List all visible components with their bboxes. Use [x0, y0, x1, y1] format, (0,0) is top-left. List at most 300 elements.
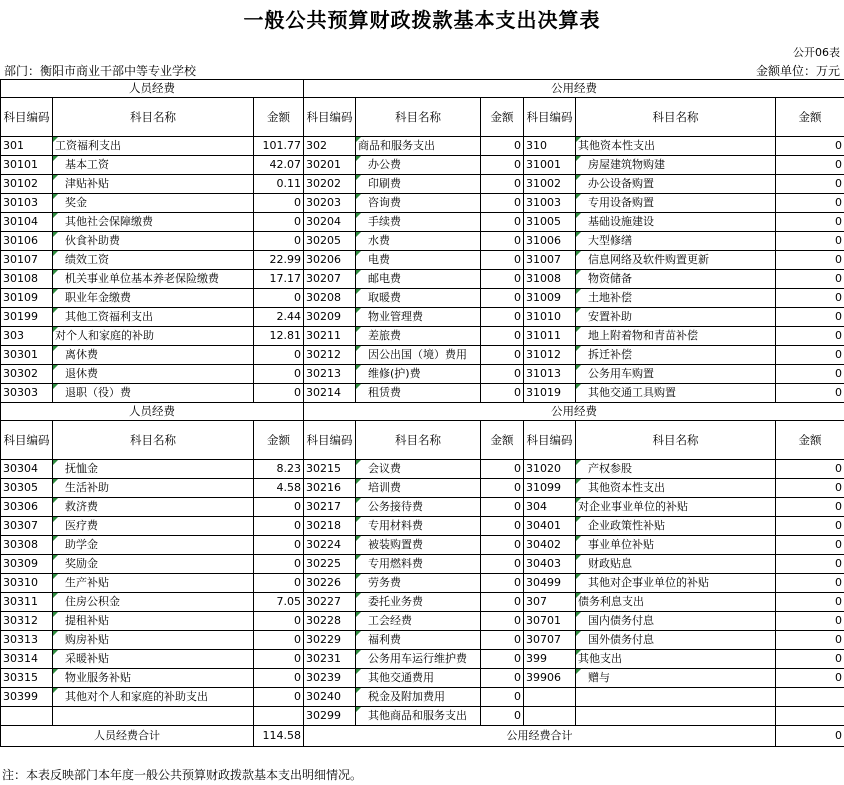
- item-amount: 0: [481, 194, 524, 213]
- item-name: 取暖费: [356, 289, 481, 308]
- table-row: [1, 384, 844, 403]
- item-amount: 0: [776, 669, 844, 688]
- item-name: 其他商品和服务支出: [356, 707, 481, 726]
- item-code: 303: [1, 327, 53, 346]
- item-amount: 0: [776, 384, 844, 403]
- department-label: 部门：衡阳市商业干部中等专业学校: [4, 64, 197, 78]
- item-code: 30106: [1, 232, 53, 251]
- item-amount: 0: [254, 498, 304, 517]
- item-name: 抚恤金: [53, 460, 254, 479]
- item-amount: 0: [254, 536, 304, 555]
- item-name: 拆迁补偿: [576, 346, 776, 365]
- item-amount: 0: [776, 156, 844, 175]
- item-code: 31008: [524, 270, 576, 289]
- item-name: 其他交通费用: [356, 669, 481, 688]
- item-amount: 4.58: [254, 479, 304, 498]
- page-title: 一般公共预算财政拨款基本支出决算表: [243, 8, 601, 32]
- personnel-total-value: 114.58: [254, 726, 304, 747]
- item-amount: 0: [481, 498, 524, 517]
- item-amount: 0: [776, 270, 844, 289]
- item-amount: 0: [254, 631, 304, 650]
- item-amount: 17.17: [254, 270, 304, 289]
- item-code: 30499: [524, 574, 576, 593]
- item-amount: 0: [776, 308, 844, 327]
- item-amount: 0: [776, 327, 844, 346]
- table-row: [1, 194, 844, 213]
- item-amount: 0: [481, 232, 524, 251]
- item-amount: 0: [254, 574, 304, 593]
- item-amount: 0: [481, 213, 524, 232]
- item-name: 邮电费: [356, 270, 481, 289]
- header-amount: 金额: [254, 98, 304, 137]
- item-name: 工资福利支出: [53, 137, 254, 156]
- item-amount: 0: [481, 137, 524, 156]
- header-code: 科目编码: [1, 421, 53, 460]
- section-public: 公用经费: [304, 403, 844, 421]
- item-name: 会议费: [356, 460, 481, 479]
- item-amount: 0: [776, 232, 844, 251]
- item-code: 30314: [1, 650, 53, 669]
- table-row: [1, 669, 844, 688]
- table-row: [1, 536, 844, 555]
- item-name: 奖励金: [53, 555, 254, 574]
- section-public: 公用经费: [304, 80, 844, 98]
- item-amount: 0: [776, 175, 844, 194]
- item-name: 事业单位补贴: [576, 536, 776, 555]
- item-code: 30307: [1, 517, 53, 536]
- header-amount: 金额: [776, 421, 844, 460]
- header-name: 科目名称: [356, 98, 481, 137]
- item-code: 307: [524, 593, 576, 612]
- item-amount: 8.23: [254, 460, 304, 479]
- item-code: 30205: [304, 232, 356, 251]
- item-name: 被装购置费: [356, 536, 481, 555]
- table-row: [1, 593, 844, 612]
- table-row: [1, 555, 844, 574]
- item-name: 税金及附加费用: [356, 688, 481, 707]
- item-name: 企业政策性补贴: [576, 517, 776, 536]
- item-code: 30313: [1, 631, 53, 650]
- header-name: 科目名称: [53, 421, 254, 460]
- section-personnel: 人员经费: [1, 403, 304, 421]
- item-amount: 0: [481, 156, 524, 175]
- item-name: 国内债务付息: [576, 612, 776, 631]
- item-code: 30213: [304, 365, 356, 384]
- item-code: 30102: [1, 175, 53, 194]
- item-code: 31005: [524, 213, 576, 232]
- table-row: [1, 156, 844, 175]
- item-amount: 0: [481, 175, 524, 194]
- item-amount: 0: [481, 365, 524, 384]
- item-amount: 0: [481, 270, 524, 289]
- item-name: 其他社会保障缴费: [53, 213, 254, 232]
- item-code: 30226: [304, 574, 356, 593]
- table-row: [1, 137, 844, 156]
- item-amount: [254, 707, 304, 726]
- item-amount: 0: [776, 194, 844, 213]
- item-amount: 0: [481, 289, 524, 308]
- item-name: 其他支出: [576, 650, 776, 669]
- item-code: 30304: [1, 460, 53, 479]
- item-amount: 0: [254, 688, 304, 707]
- item-amount: 12.81: [254, 327, 304, 346]
- item-code: 30202: [304, 175, 356, 194]
- item-amount: 101.77: [254, 137, 304, 156]
- item-code: 30399: [1, 688, 53, 707]
- item-amount: 0: [481, 593, 524, 612]
- item-name: 产权参股: [576, 460, 776, 479]
- header-amount: 金额: [254, 421, 304, 460]
- amount-unit-label: 金额单位：万元: [755, 64, 840, 78]
- table-row: [1, 460, 844, 479]
- item-name: 奖金: [53, 194, 254, 213]
- item-amount: 0: [776, 251, 844, 270]
- column-header-row: [1, 98, 844, 137]
- table-row: [1, 479, 844, 498]
- item-amount: 0: [481, 574, 524, 593]
- item-code: 30212: [304, 346, 356, 365]
- item-code: 30208: [304, 289, 356, 308]
- item-name: 财政贴息: [576, 555, 776, 574]
- item-amount: 0: [481, 650, 524, 669]
- item-amount: 0: [776, 612, 844, 631]
- item-name: 物资储备: [576, 270, 776, 289]
- item-code: 301: [1, 137, 53, 156]
- item-code: 399: [524, 650, 576, 669]
- item-code: 30303: [1, 384, 53, 403]
- header-name: 科目名称: [53, 98, 254, 137]
- item-amount: 0: [481, 384, 524, 403]
- item-code: 31012: [524, 346, 576, 365]
- table-row: [1, 270, 844, 289]
- item-code: 31099: [524, 479, 576, 498]
- item-code: 30310: [1, 574, 53, 593]
- item-name: 对个人和家庭的补助: [53, 327, 254, 346]
- item-name: 印刷费: [356, 175, 481, 194]
- item-code: 30311: [1, 593, 53, 612]
- table-row: [1, 232, 844, 251]
- header-code: 科目编码: [524, 421, 576, 460]
- header-amount: 金额: [481, 98, 524, 137]
- item-name: 地上附着物和青苗补偿: [576, 327, 776, 346]
- item-name: 其他对个人和家庭的补助支出: [53, 688, 254, 707]
- item-name: 对企业事业单位的补贴: [576, 498, 776, 517]
- item-code: 30227: [304, 593, 356, 612]
- item-name: [576, 707, 776, 726]
- item-name: 大型修缮: [576, 232, 776, 251]
- item-name: 土地补偿: [576, 289, 776, 308]
- item-name: 维修(护)费: [356, 365, 481, 384]
- item-code: 30228: [304, 612, 356, 631]
- totals-row: [1, 726, 844, 747]
- table-row: [1, 688, 844, 707]
- item-amount: 0: [776, 650, 844, 669]
- table-row: [1, 308, 844, 327]
- item-amount: 0: [776, 593, 844, 612]
- item-amount: 0: [776, 479, 844, 498]
- item-code: 31001: [524, 156, 576, 175]
- item-amount: 0: [776, 460, 844, 479]
- table-row: [1, 365, 844, 384]
- item-name: 公务用车购置: [576, 365, 776, 384]
- header-amount: 金额: [481, 421, 524, 460]
- item-name: 离休费: [53, 346, 254, 365]
- item-amount: 0: [481, 346, 524, 365]
- item-amount: 0.11: [254, 175, 304, 194]
- table-row: [1, 289, 844, 308]
- section-header-row: [1, 403, 844, 421]
- item-amount: 0: [254, 346, 304, 365]
- column-header-row: [1, 421, 844, 460]
- header-code: 科目编码: [304, 98, 356, 137]
- item-code: 30107: [1, 251, 53, 270]
- item-code: 30215: [304, 460, 356, 479]
- item-code: 31011: [524, 327, 576, 346]
- item-name: 退职（役）费: [53, 384, 254, 403]
- item-name: 公务接待费: [356, 498, 481, 517]
- item-code: 30302: [1, 365, 53, 384]
- section-personnel: 人员经费: [1, 80, 304, 98]
- item-code: 31009: [524, 289, 576, 308]
- item-amount: 0: [776, 365, 844, 384]
- item-amount: 0: [776, 289, 844, 308]
- item-amount: 22.99: [254, 251, 304, 270]
- item-name: 福利费: [356, 631, 481, 650]
- item-name: 住房公积金: [53, 593, 254, 612]
- item-amount: 0: [254, 555, 304, 574]
- item-name: 公务用车运行维护费: [356, 650, 481, 669]
- item-name: 咨询费: [356, 194, 481, 213]
- item-name: 其他工资福利支出: [53, 308, 254, 327]
- item-code: 30214: [304, 384, 356, 403]
- table-row: [1, 707, 844, 726]
- item-code: [524, 688, 576, 707]
- item-amount: 0: [776, 574, 844, 593]
- item-amount: 42.07: [254, 156, 304, 175]
- item-amount: 0: [776, 517, 844, 536]
- item-code: 30207: [304, 270, 356, 289]
- item-code: 39906: [524, 669, 576, 688]
- item-name: 退休费: [53, 365, 254, 384]
- item-name: 培训费: [356, 479, 481, 498]
- header-code: 科目编码: [304, 421, 356, 460]
- item-name: 基本工资: [53, 156, 254, 175]
- item-code: 30315: [1, 669, 53, 688]
- item-amount: 0: [776, 346, 844, 365]
- item-code: 31003: [524, 194, 576, 213]
- item-name: 其他资本性支出: [576, 479, 776, 498]
- item-code: 30218: [304, 517, 356, 536]
- item-amount: 0: [481, 308, 524, 327]
- item-code: 30109: [1, 289, 53, 308]
- item-code: 30403: [524, 555, 576, 574]
- item-code: 31013: [524, 365, 576, 384]
- item-name: 因公出国（境）费用: [356, 346, 481, 365]
- table-row: [1, 213, 844, 232]
- header-code: 科目编码: [524, 98, 576, 137]
- item-amount: 0: [254, 232, 304, 251]
- item-code: 31002: [524, 175, 576, 194]
- item-name: 房屋建筑物购建: [576, 156, 776, 175]
- public-total-label: 公用经费合计: [304, 726, 776, 747]
- item-amount: 0: [481, 612, 524, 631]
- item-name: 职业年金缴费: [53, 289, 254, 308]
- header-name: 科目名称: [576, 98, 776, 137]
- table-row: [1, 574, 844, 593]
- item-code: 30224: [304, 536, 356, 555]
- item-amount: 0: [776, 555, 844, 574]
- item-amount: 2.44: [254, 308, 304, 327]
- table-row: [1, 175, 844, 194]
- item-name: 办公设备购置: [576, 175, 776, 194]
- item-name: 物业管理费: [356, 308, 481, 327]
- item-name: 津贴补贴: [53, 175, 254, 194]
- table-row: [1, 650, 844, 669]
- table-row: [1, 327, 844, 346]
- item-name: 专用燃料费: [356, 555, 481, 574]
- table-row: [1, 517, 844, 536]
- table-row: [1, 612, 844, 631]
- item-code: 302: [304, 137, 356, 156]
- item-code: 30201: [304, 156, 356, 175]
- item-name: 其他资本性支出: [576, 137, 776, 156]
- item-name: 差旅费: [356, 327, 481, 346]
- table-row: [1, 631, 844, 650]
- table-row: [1, 498, 844, 517]
- item-name: [576, 688, 776, 707]
- item-name: 提租补贴: [53, 612, 254, 631]
- item-code: 30206: [304, 251, 356, 270]
- table-row: [1, 251, 844, 270]
- item-name: 物业服务补贴: [53, 669, 254, 688]
- item-code: 30104: [1, 213, 53, 232]
- form-code: 公开06表: [793, 46, 840, 59]
- item-amount: 7.05: [254, 593, 304, 612]
- item-code: 30239: [304, 669, 356, 688]
- header-code: 科目编码: [1, 98, 53, 137]
- item-name: 办公费: [356, 156, 481, 175]
- item-code: 30216: [304, 479, 356, 498]
- item-amount: [776, 688, 844, 707]
- item-amount: 0: [776, 498, 844, 517]
- item-amount: 0: [776, 137, 844, 156]
- item-name: 赠与: [576, 669, 776, 688]
- item-amount: 0: [254, 669, 304, 688]
- expenditure-table: [0, 79, 844, 747]
- item-name: 国外债务付息: [576, 631, 776, 650]
- item-name: 基础设施建设: [576, 213, 776, 232]
- item-name: 绩效工资: [53, 251, 254, 270]
- item-code: 31007: [524, 251, 576, 270]
- item-amount: 0: [481, 555, 524, 574]
- table-row: [1, 346, 844, 365]
- item-code: 304: [524, 498, 576, 517]
- item-amount: 0: [481, 251, 524, 270]
- item-code: 30217: [304, 498, 356, 517]
- item-code: 30225: [304, 555, 356, 574]
- item-amount: [776, 707, 844, 726]
- item-code: 30401: [524, 517, 576, 536]
- item-name: 租赁费: [356, 384, 481, 403]
- section-header-row: [1, 80, 844, 98]
- item-name: 信息网络及软件购置更新: [576, 251, 776, 270]
- item-name: 工会经费: [356, 612, 481, 631]
- item-code: 30240: [304, 688, 356, 707]
- item-code: 30707: [524, 631, 576, 650]
- header-name: 科目名称: [576, 421, 776, 460]
- item-name: 生活补助: [53, 479, 254, 498]
- item-code: 30108: [1, 270, 53, 289]
- item-amount: 0: [481, 460, 524, 479]
- item-name: 委托业务费: [356, 593, 481, 612]
- header-amount: 金额: [776, 98, 844, 137]
- item-name: 安置补助: [576, 308, 776, 327]
- item-code: 30209: [304, 308, 356, 327]
- item-name: 机关事业单位基本养老保险缴费: [53, 270, 254, 289]
- public-total-value: 0: [776, 726, 844, 747]
- item-amount: 0: [254, 365, 304, 384]
- item-name: 专用材料费: [356, 517, 481, 536]
- item-code: 30231: [304, 650, 356, 669]
- item-name: 商品和服务支出: [356, 137, 481, 156]
- item-name: 伙食补助费: [53, 232, 254, 251]
- item-amount: 0: [481, 631, 524, 650]
- table-note: 注：本表反映部门本年度一般公共预算财政拨款基本支出明细情况。: [2, 768, 363, 782]
- item-code: 31010: [524, 308, 576, 327]
- item-name: 劳务费: [356, 574, 481, 593]
- item-name: 债务利息支出: [576, 593, 776, 612]
- item-code: 30103: [1, 194, 53, 213]
- item-amount: 0: [254, 213, 304, 232]
- item-amount: 0: [481, 688, 524, 707]
- item-code: 31020: [524, 460, 576, 479]
- item-code: 30204: [304, 213, 356, 232]
- item-code: 30306: [1, 498, 53, 517]
- item-amount: 0: [481, 517, 524, 536]
- item-amount: 0: [481, 669, 524, 688]
- item-code: 30211: [304, 327, 356, 346]
- item-amount: 0: [254, 517, 304, 536]
- item-amount: 0: [481, 327, 524, 346]
- item-code: 31019: [524, 384, 576, 403]
- item-amount: 0: [776, 213, 844, 232]
- header-name: 科目名称: [356, 421, 481, 460]
- item-amount: 0: [254, 650, 304, 669]
- item-code: 30101: [1, 156, 53, 175]
- item-name: 电费: [356, 251, 481, 270]
- item-amount: 0: [481, 536, 524, 555]
- item-name: 医疗费: [53, 517, 254, 536]
- item-code: 30199: [1, 308, 53, 327]
- item-amount: 0: [254, 384, 304, 403]
- item-amount: 0: [776, 631, 844, 650]
- item-name: 购房补贴: [53, 631, 254, 650]
- item-amount: 0: [776, 536, 844, 555]
- item-name: 救济费: [53, 498, 254, 517]
- item-name: 其他交通工具购置: [576, 384, 776, 403]
- item-code: 30309: [1, 555, 53, 574]
- item-code: 30203: [304, 194, 356, 213]
- item-code: 30301: [1, 346, 53, 365]
- item-amount: 0: [254, 612, 304, 631]
- item-code: 31006: [524, 232, 576, 251]
- item-name: [53, 707, 254, 726]
- item-name: 生产补贴: [53, 574, 254, 593]
- item-amount: 0: [254, 289, 304, 308]
- item-code: 30402: [524, 536, 576, 555]
- item-amount: 0: [481, 479, 524, 498]
- item-code: 30305: [1, 479, 53, 498]
